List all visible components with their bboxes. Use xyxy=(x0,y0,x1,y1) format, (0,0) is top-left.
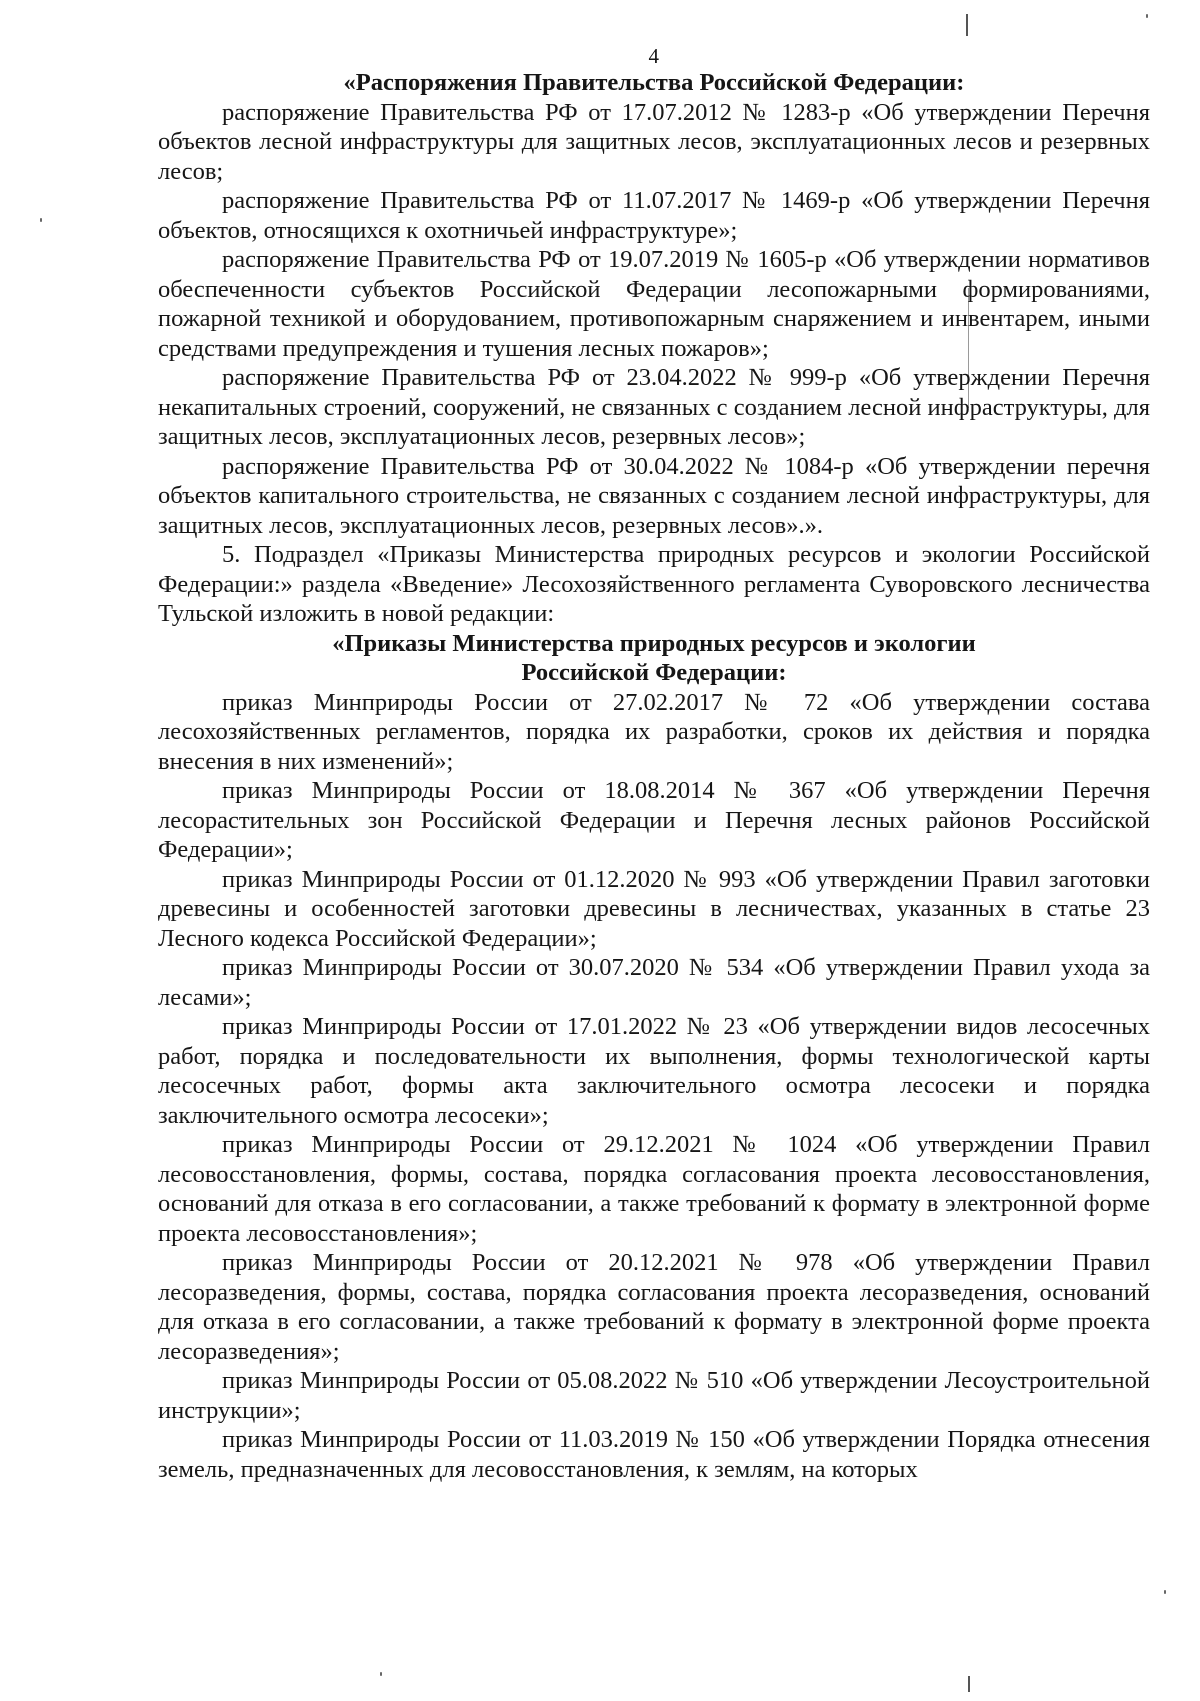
paragraph: приказ Минприроды России от 17.01.2022 № 23 «Об утверждении видов лесосечных работ, порядка и последовательности их выполнения, формы технологической карты лесосечных работ, формы акта заключительного осмотра лесосеки и порядка заключительного осмотра лесосеки»; xyxy=(158,1013,1150,1129)
scan-dot-bottom xyxy=(380,1672,382,1676)
paragraph: приказ Минприроды России от 01.12.2020 № 993 «Об утверждении Правил заготовки древесины и особенностей заготовки древесины в лесничествах, указанных в статье 23 Лесного кодекса Российской Федерации»; xyxy=(158,865,1150,952)
scan-dot-right-top xyxy=(1146,14,1148,18)
paragraph: распоряжение Правительства РФ от 11.07.2017 № 1469-р «Об утверждении Перечня объектов, относящихся к охотничьей инфраструктуре»; xyxy=(158,187,1150,244)
scan-mark-bottom xyxy=(968,1676,970,1692)
page-number: 4 xyxy=(648,44,660,68)
scan-dot-left xyxy=(40,218,42,222)
paragraph: приказ Минприроды России от 27.02.2017 № 72 «Об утверждении состава лесохозяйственных регламентов, порядка их разработки, сроков их действия и порядка внесения в них изменений»; xyxy=(158,688,1150,775)
paragraph-item-5: 5. Подраздел «Приказы Министерства природных ресурсов и экологии Российской Федерации:» раздела «Введение» Лесохозяйственного регламента Суворовского лесничества Тульской изложить в новой редакции: xyxy=(158,541,1150,627)
paragraph: приказ Минприроды России от 11.03.2019 № 150 «Об утверждении Порядка отнесения земель, предназначенных для лесовосстановления, к землям, на которых xyxy=(158,1426,1150,1483)
paragraph: распоряжение Правительства РФ от 17.07.2012 № 1283-р «Об утверждении Перечня объектов лесной инфраструктуры для защитных лесов, эксплуатационных лесов и резервных лесов; xyxy=(158,98,1150,185)
paragraph: приказ Минприроды России от 18.08.2014 № 367 «Об утверждении Перечня лесорастительных зон Российской Федерации и Перечня лесных районов Российской Федерации»; xyxy=(158,777,1150,863)
paragraph: распоряжение Правительства РФ от 19.07.2019 № 1605-р «Об утверждении нормативов обеспеченности субъектов Российской Федерации лесопожарными формированиями, пожарной техникой и оборудованием, противопожарным снаряжением и инвентарем, иными средствами предупреждения и тушения лесных пожаров»; xyxy=(158,246,1150,362)
document-page xyxy=(158,44,1150,1484)
paragraph: приказ Минприроды России от 29.12.2021 № 1024 «Об утверждении Правил лесовосстановления, формы, состава, порядка согласования проекта лесовосстановления, оснований для отказа в его согласовании, а также требований к формату в электронной форме проекта лесовосстановления»; xyxy=(158,1131,1150,1247)
paragraph: распоряжение Правительства РФ от 30.04.2022 № 1084-р «Об утверждении перечня объектов капитального строительства, не связанных с созданием лесной инфраструктуры, для защитных лесов, эксплуатационных лесов, резервных лесов».». xyxy=(158,452,1150,539)
section-heading-government-orders: «Распоряжения Правительства Российской Федерации: xyxy=(343,69,965,96)
section-heading-ministry-orders-line1: «Приказы Министерства природных ресурсов и экологии xyxy=(332,629,976,657)
paragraph: приказ Минприроды России от 30.07.2020 № 534 «Об утверждении Правил ухода за лесами»; xyxy=(158,954,1150,1011)
paragraph: приказ Минприроды России от 05.08.2022 № 510 «Об утверждении Лесоустроительной инструкции»; xyxy=(158,1367,1150,1424)
paragraph: распоряжение Правительства РФ от 23.04.2022 № 999-р «Об утверждении Перечня некапитальных строений, сооружений, не связанных с созданием лесной инфраструктуры, для защитных лесов, эксплуатационных лесов, резервных лесов»; xyxy=(158,364,1150,450)
section-heading-ministry-orders-line2: Российской Федерации: xyxy=(521,659,787,686)
scan-dot-right xyxy=(1164,1590,1166,1594)
scan-mark-top xyxy=(966,14,968,36)
paragraph: приказ Минприроды России от 20.12.2021 № 978 «Об утверждении Правил лесоразведения, формы, состава, порядка согласования проекта лесоразведения, оснований для отказа в его согласовании, а также требований к формату в электронной форме проекта лесоразведения»; xyxy=(158,1249,1150,1365)
